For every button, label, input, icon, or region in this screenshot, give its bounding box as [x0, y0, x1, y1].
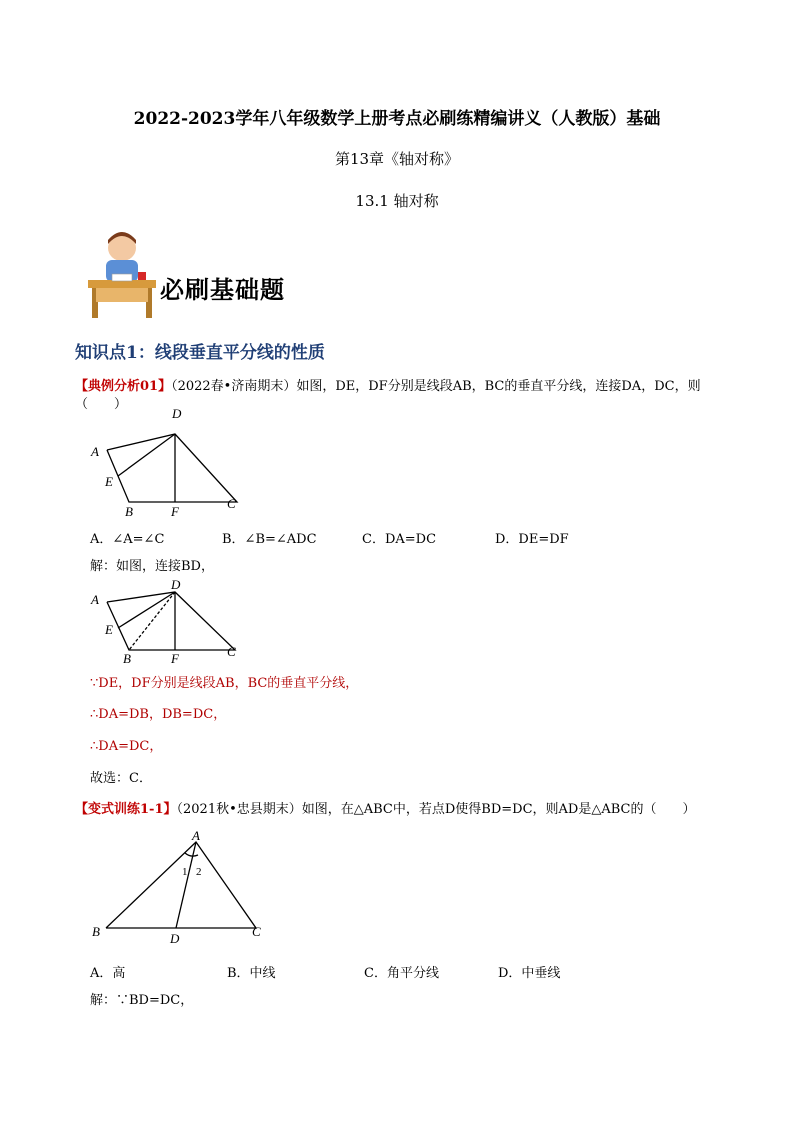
label-B: B [125, 504, 133, 518]
practice1-option-d: D．中垂线 [498, 966, 561, 981]
example1-question-text: （2022春•济南期末）如图，DE，DF分别是线段AB，BC的垂直平分线，连接DA，DC，则（ ） [75, 379, 701, 412]
example1-solution-intro: 解：如图，连接BD， [90, 559, 214, 574]
solution-label-D: D [171, 577, 181, 592]
practice1-tag: 【变式训练1-1】 [75, 802, 177, 817]
practice1-option-b: B．中线 [227, 966, 276, 981]
label-A: A [91, 444, 99, 459]
solution-label-F: F [171, 651, 179, 666]
example1-step-3: ∴DA=DC， [90, 739, 163, 754]
practice1-figure [88, 828, 278, 948]
example1-option-a: A．∠A=∠C [90, 532, 165, 547]
practice1-question-text: （2021秋•忠县期末）如图，在△ABC中，若点D使得BD=DC，则AD是△ABC的（ ） [176, 802, 696, 817]
example1-option-b: B．∠B=∠ADC [222, 532, 317, 547]
practice-label-C: C [252, 924, 261, 939]
chapter-title: 第13章《轴对称》 [334, 150, 460, 168]
label-F: F [171, 504, 179, 518]
practice-label-B: B [92, 924, 100, 939]
example1-solution-figure [85, 576, 255, 668]
example1-step-2: ∴DA=DB，DB=DC， [90, 707, 227, 722]
angle-1-label: 1 [182, 866, 188, 878]
label-E: E [105, 474, 113, 489]
solution-label-A: A [91, 592, 99, 607]
solution-label-C: C [227, 644, 236, 659]
example1-step-1: ∵DE，DF分别是线段AB，BC的垂直平分线， [90, 676, 359, 691]
label-D: D [172, 406, 182, 421]
practice1-option-a: A．高 [90, 966, 126, 981]
solution-label-E: E [105, 622, 113, 637]
label-C: C [227, 496, 236, 511]
example1-figure [85, 400, 255, 518]
banner-heading: 必刷基础题 [160, 275, 285, 304]
student-desk-illustration [82, 228, 162, 320]
practice-label-A: A [192, 828, 200, 843]
example1-option-d: D．DE=DF [495, 532, 569, 547]
section-title: 13.1 轴对称 [355, 192, 439, 210]
example1-step-4: 故选：C． [90, 771, 152, 786]
practice1-solution-intro: 解：∵BD=DC， [90, 993, 194, 1008]
knowledge-point-heading: 知识点1：线段垂直平分线的性质 [75, 343, 325, 363]
document-title: 2022-2023学年八年级数学上册考点必刷练精编讲义（人教版）基础 [133, 109, 661, 129]
angle-2-label: 2 [196, 866, 202, 878]
example1-tag: 【典例分析01】 [75, 379, 172, 394]
practice1-option-c: C．角平分线 [364, 966, 439, 981]
practice-label-D: D [170, 931, 180, 946]
solution-label-B: B [123, 651, 131, 666]
example1-option-c: C．DA=DC [362, 532, 437, 547]
practice1-question [75, 801, 725, 819]
